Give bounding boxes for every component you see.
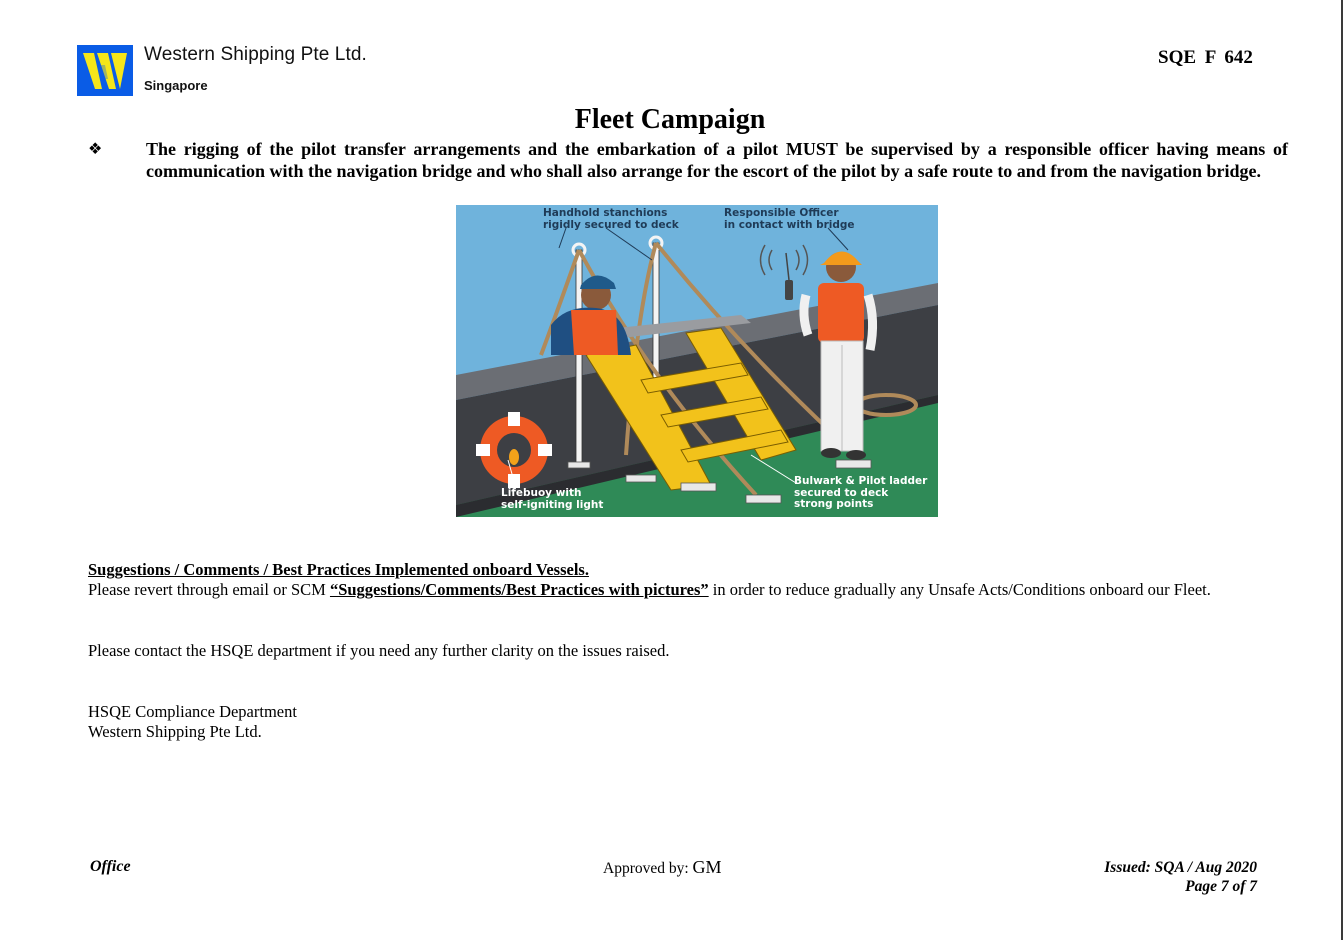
signature-department: HSQE Compliance Department [88, 702, 297, 721]
page-right-border [1341, 0, 1343, 940]
page-title: Fleet Campaign [574, 104, 766, 135]
footer-issue-info [1060, 858, 1257, 896]
w-logo-icon [77, 45, 133, 96]
company-location: Singapore [144, 78, 208, 93]
signature-company: Western Shipping Pte Ltd. [88, 722, 262, 741]
campaign-statement: The rigging of the pilot transfer arrangements and the embarkation of a pilot MUST be supervised by a responsible officer having means of communication with the navigation bridge and who shall also arrange for the escort of the pilot by a safe route to and from the navigation bridge. [146, 139, 1288, 181]
diamond-bullet-icon: ❖ [88, 139, 103, 158]
contact-paragraph: Please contact the HSQE department if you need any further clarity on the issues raised. [88, 641, 670, 660]
form-code: SQE F 642 [1158, 47, 1253, 68]
label-responsible-officer: Responsible Officer in contact with bridge [724, 207, 855, 231]
label-lifebuoy: Lifebuoy with self-igniting light [501, 487, 604, 511]
scm-suggestions-link[interactable]: “Suggestions/Comments/Best Practices with pictures” [329, 580, 709, 599]
suggestions-text-after: in order to reduce gradually any Unsafe Acts/Conditions onboard our Fleet. [708, 580, 1211, 599]
suggestions-heading: Suggestions / Comments / Best Practices Implemented onboard Vessels. [88, 560, 589, 579]
footer-approved-by [603, 857, 722, 878]
company-name: Western Shipping Pte Ltd. [144, 44, 367, 65]
approved-by-value: GM [692, 857, 722, 877]
suggestions-text-before: Please revert through email or SCM [88, 580, 330, 599]
label-bulwark-pilot-ladder: Bulwark & Pilot ladder secured to deck strong points [794, 475, 928, 510]
issued-info: Issued: SQA / Aug 2020 [1104, 859, 1257, 876]
company-logo [77, 45, 133, 96]
approved-label: Approved by: [603, 860, 693, 877]
pilot-ladder-scene-icon [456, 205, 938, 517]
footer-office: Office [90, 858, 131, 875]
page-number: Page 7 of 7 [1185, 878, 1257, 895]
label-handhold-stanchions: Handhold stanchions rigidly secured to deck [543, 207, 679, 231]
pilot-transfer-illustration [456, 205, 938, 517]
suggestions-paragraph [88, 580, 1211, 600]
